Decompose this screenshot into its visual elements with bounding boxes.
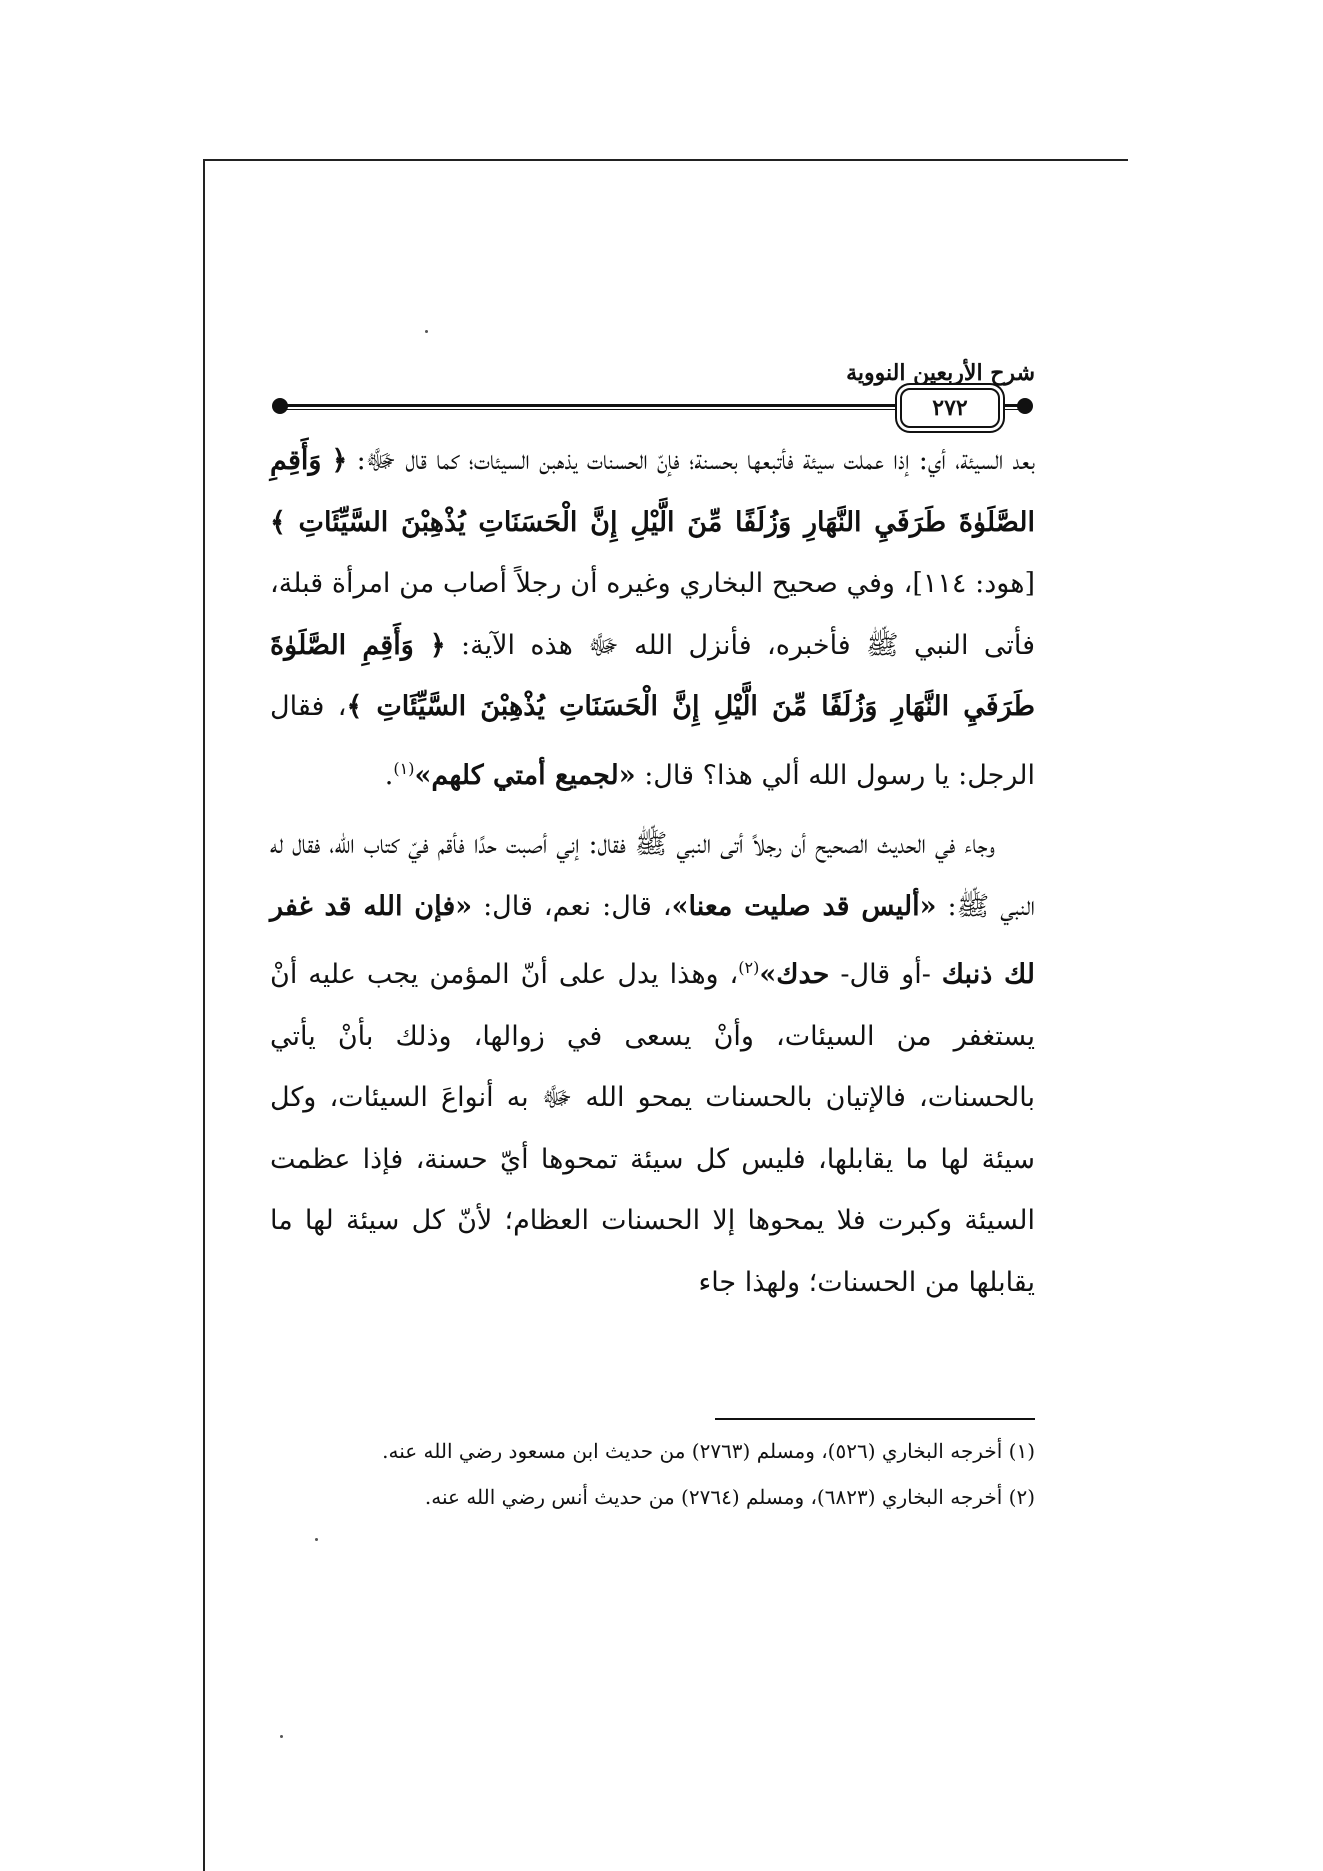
text-run: -أو قال-: [829, 959, 942, 990]
header-title: شرح الأربعين النووية: [846, 360, 1035, 386]
scan-speck: [425, 330, 428, 333]
footnote-reference: (٢): [738, 958, 760, 977]
crop-mark-left: [203, 159, 205, 1871]
text-run: ، وهذا يدل على أنّ المؤمن يجب عليه أنْ يستغفر من السيئات، وأنْ يسعى في زوالها، وذلك بأنْ يأتي بالحسنات، فالإتيان بالحسنات يمحو الله ﷻ به أنواعَ السيئات، وكل سيئة لها ما يقابلها، فليس كل سيئة تمحوها أيّ حسنة، فإذا عظمت السيئة وكبرت فلا يمحوها إلا الحسنات العظام؛ لأنّ كل سيئة لها ما يقابلها من الحسنات؛ ولهذا جاء: [270, 959, 1036, 1298]
scan-speck: [280, 1735, 283, 1738]
paragraph: بعد السيئة، أي: إذا عملت سيئة فأتبعها بحسنة؛ فإنّ الحسنات يذهبن السيئات؛ كما قال ﷻ: ﴿ وَأَقِمِ الصَّلَوٰةَ طَرَفَيِ النَّهَارِ وَزُلَفًا مِّنَ الَّيْلِ إِنَّ الْحَسَنَاتِ يُذْهِبْنَ السَّيِّئَاتِ ﴾ [هود: ١١٤]، وفي صحيح البخاري وغيره أن رجلاً أصاب من امرأة قبلة، فأتى النبي ﷺ فأخبره، فأنزل الله ﷻ هذه الآية: ﴿ وَأَقِمِ الصَّلَوٰةَ طَرَفَيِ النَّهَارِ وَزُلَفًا مِّنَ الَّيْلِ إِنَّ الْحَسَنَاتِ يُذْهِبْنَ السَّيِّئَاتِ ﴾، فقال الرجل: يا رسول الله ألي هذا؟ قال: «لجميع أمتي كلهم»$^{(١)}$.: [270, 445, 1035, 791]
main-text: [270, 430, 1035, 1313]
text-run: ، فقال الرجل: يا رسول الله ألي هذا؟ قال:: [270, 691, 1035, 791]
header-rule-end-dot: [272, 398, 288, 414]
footnote: (٢) أخرجه البخاري (٦٨٢٣)، ومسلم (٢٧٦٤) من حديث أنس رضي الله عنه.: [424, 1485, 1035, 1509]
footnote-reference: (١): [393, 758, 415, 778]
hadith-quote: «فإن الله قد غفر لك ذنبك: [270, 890, 1035, 990]
hadith-quote: «لجميع أمتي كلهم»: [414, 759, 636, 791]
running-header: [270, 360, 1035, 430]
footnote: (١) أخرجه البخاري (٥٢٦)، ومسلم (٢٧٦٣) من حديث ابن مسعود رضي الله عنه.: [382, 1439, 1035, 1463]
footnotes: [382, 1428, 1035, 1520]
crop-mark-top: [203, 159, 1128, 161]
header-rule-end-dot: [1017, 398, 1033, 414]
hadith-quote: حدك»: [759, 959, 830, 990]
text-run: ، قال: نعم، قال:: [472, 890, 672, 922]
page-number-badge: [900, 388, 1000, 428]
paragraph: [270, 814, 1035, 1313]
scan-speck: [315, 1538, 318, 1541]
quran-verse: ﴿ وَأَقِمِ الصَّلَوٰةَ طَرَفَيِ النَّهَارِ وَزُلَفًا مِّنَ الَّيْلِ إِنَّ الْحَسَنَاتِ يُذْهِبْنَ السَّيِّئَاتِ ﴾: [270, 445, 1035, 538]
hadith-quote: «أليس قد صليت معنا»: [671, 890, 937, 922]
quran-verse: ﴿ وَأَقِمِ الصَّلَوٰةَ طَرَفَيِ النَّهَارِ وَزُلَفًا مِّنَ الَّيْلِ إِنَّ الْحَسَنَاتِ يُذْهِبْنَ السَّيِّئَاتِ ﴾: [270, 629, 1035, 722]
text-run: بعد السيئة، أي: إذا عملت سيئة فأتبعها بحسنة؛ فإنّ الحسنات يذهبن السيئات؛ كما قال ﷻ:: [347, 445, 1035, 476]
page-number: ٢٧٢: [932, 395, 968, 421]
footnote-separator: [715, 1418, 1035, 1420]
text-run: وجاء في الحديث الصحيح أن رجلاً أتى النبي ﷺ فقال: إني أصبت حدًا فأقم فيّ كتاب الله، فقال له النبي ﷺ:: [270, 829, 1035, 922]
text-run: [هود: ١١٤]، وفي صحيح البخاري وغيره أن رجلاً أصاب من امرأة قبلة، فأتى النبي ﷺ فأخبره، فأنزل الله ﷻ هذه الآية:: [270, 568, 1035, 661]
